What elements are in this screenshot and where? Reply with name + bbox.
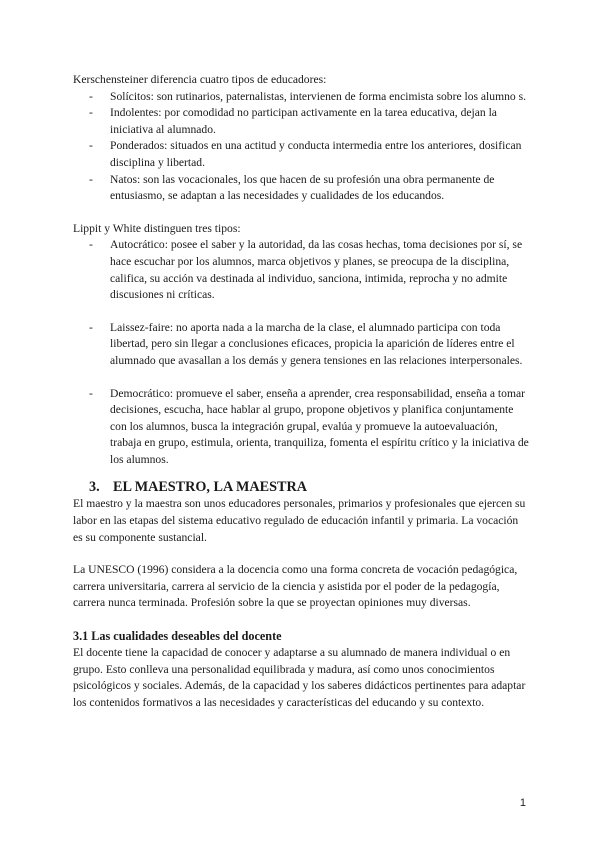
subsection-paragraph: El docente tiene la capacidad de conocer y adaptarse a su alumnado de manera individual o en grupo. Esto conlleva una personalidad equilibrada y madura, así como unos conocimientos psicológicos y sociales. Además, de la capacidad y los saberes didácticos pertinentes para adaptar los contenidos formativos a las necesidades y características del educando y su contexto. <box>73 646 526 709</box>
section3-paragraph-1: El maestro y la maestra son unos educadores personales, primarios y profesionales que ejercen su labor en las etapas del sistema educativo regulado de educación infantil y primaria. La vocación es su componente sustancial. <box>73 497 526 544</box>
dash-bullet: - <box>89 89 93 103</box>
dash-bullet: - <box>89 139 93 153</box>
dash-bullet: - <box>89 320 93 334</box>
dash-bullet: - <box>89 238 93 252</box>
page-number: 1 <box>519 797 526 809</box>
dash-bullet: - <box>89 106 93 120</box>
list-item: - Autocrático: posee el saber y la autoridad, da las cosas hechas, toma decisiones por sí, se hace escuchar por los alumnos, marca objetivos y planes, se preocupa de la disciplina, califica, su acción va destinada al individuo, sanciona, intimida, reprocha y no admite discusiones ni críticas. <box>89 238 523 302</box>
dash-bullet: - <box>89 172 93 186</box>
list-item: - Indolentes: por comodidad no participan activamente en la tarea educativa, dejan la iniciativa al alumnado. <box>89 106 497 136</box>
section-title: EL MAESTRO, LA MAESTRA <box>113 479 307 496</box>
kerschensteiner-intro: Kerschensteiner diferencia cuatro tipos de educadores: <box>73 73 327 86</box>
list-item: - Natos: son las vocacionales, los que hacen de su profesión una obra permanente de entusiasmo, se adaptan a las necesidades y cualidades de los educandos. <box>89 172 495 203</box>
kerschensteiner-list <box>73 89 529 205</box>
section-heading <box>73 478 529 496</box>
section3-paragraph-2: La UNESCO (1996) considera a la docencia como una forma concreta de vocación pedagógica, carrera universitaria, carrera al servicio de la ciencia y asistida por el poder de la pedagogía, carrera nunca terminada. Profesión sobre la que se proyectan opiniones muy diversas. <box>73 563 518 610</box>
lippit-list <box>73 237 529 468</box>
document-body <box>73 72 529 711</box>
list-item: - Democrático: promueve el saber, enseña a aprender, crea responsabilidad, enseña a tomar decisiones, escucha, hace hablar al grupo, propone objetivos y planifica conjuntamente con los alumnos, busca la integración grupal, evalúa y promueve la autoevaluación, trabaja en grupo, estimula, orienta, tranquiliza, fomenta el espíritu crítico y la iniciativa de los alumnos. <box>89 386 529 466</box>
list-item: - Solícitos: son rutinarios, paternalistas, intervienen de forma encimista sobre los alumno s. <box>73 89 529 106</box>
list-item: - Laissez-faire: no aporta nada a la marcha de la clase, el alumnado participa con toda libertad, pero sin llegar a conclusiones eficaces, propicia la aparición de líderes entre el alumnado que avasallan a los demás y genera tensiones en las relaciones interpersonales. <box>89 320 523 367</box>
lippit-intro: Lippit y White distinguen tres tipos: <box>73 221 241 235</box>
section-number: 3. <box>89 479 100 496</box>
subsection-heading: 3.1 Las cualidades deseables del docente <box>73 629 282 644</box>
list-item: - Ponderados: situados en una actitud y conducta intermedia entre los anteriores, dosifican disciplina y libertad. <box>89 139 522 169</box>
dash-bullet: - <box>89 386 93 400</box>
